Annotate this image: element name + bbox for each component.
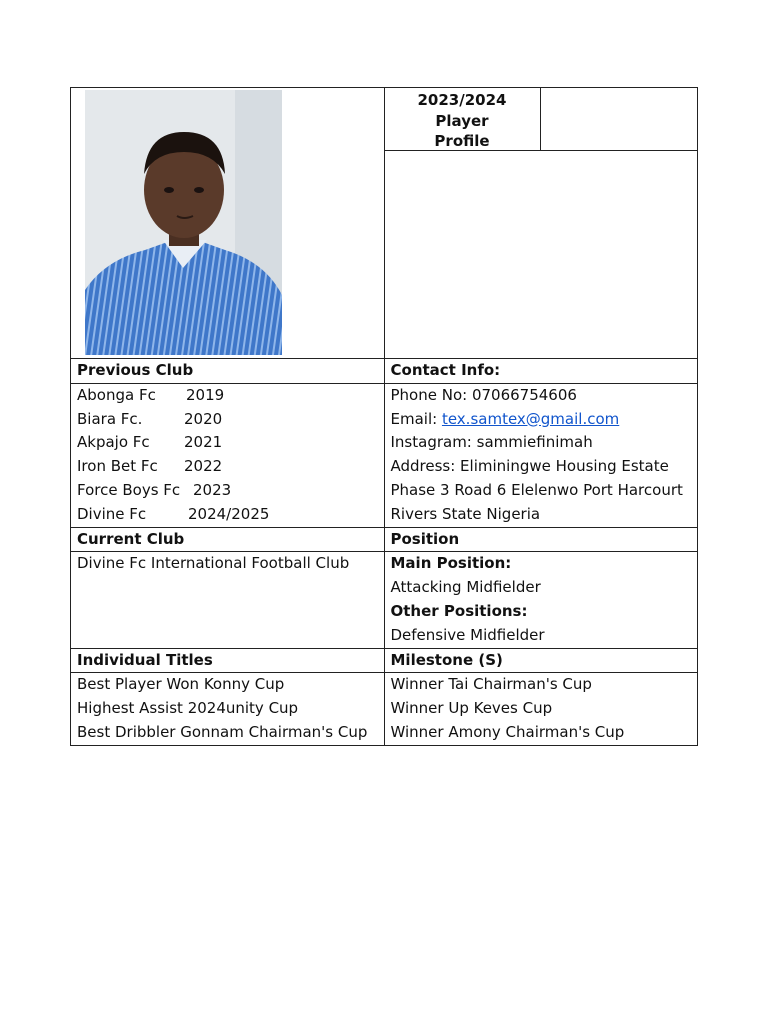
title-player: Player xyxy=(435,111,489,130)
previous-club-header: Previous Club xyxy=(71,359,385,384)
phone-number: 07066754606 xyxy=(471,385,577,404)
list-item: Highest Assist 2024unity Cup xyxy=(77,699,299,718)
phone-line: Phone No: 07066754606 xyxy=(390,385,577,404)
title-season: 2023/2024 xyxy=(417,91,507,109)
list-item: Best Dribbler Gonnam Chairman's Cup xyxy=(77,722,368,741)
title-profile: Profile xyxy=(434,132,490,150)
player-photo xyxy=(85,90,282,355)
list-item: Iron Bet Fc 2022 xyxy=(77,457,223,476)
address-line-1: Address: Eliminingwe Housing Estate xyxy=(390,457,669,476)
list-item: Divine Fc 2024/2025 xyxy=(77,504,270,523)
position-list xyxy=(384,552,698,648)
list-item: Biara Fc. 2020 xyxy=(77,409,223,428)
current-club-name: Divine Fc International Football Club xyxy=(77,554,350,573)
email-link[interactable]: tex.samtex@gmail.com xyxy=(441,409,620,428)
current-club-header: Current Club xyxy=(71,527,385,552)
player-photo-illustration xyxy=(85,90,282,355)
contact-info-header: Contact Info: xyxy=(384,359,698,384)
title-grid xyxy=(385,88,698,151)
profile-title xyxy=(385,88,541,150)
list-item: Winner Amony Chairman's Cup xyxy=(390,722,625,741)
contact-info-list xyxy=(384,383,698,527)
position-header: Position xyxy=(384,527,698,552)
other-positions-value: Defensive Midfielder xyxy=(390,625,545,644)
other-positions-label: Other Positions: xyxy=(390,601,528,620)
photo-cell xyxy=(71,88,385,359)
main-position-value: Attacking Midfielder xyxy=(390,578,541,597)
instagram-line: Instagram: sammiefinimah xyxy=(390,433,593,452)
list-item: Abonga Fc 2019 xyxy=(77,385,225,404)
previous-club-list xyxy=(71,383,385,527)
milestones-header: Milestone (S) xyxy=(384,648,698,673)
list-item: Akpajo Fc 2021 xyxy=(77,433,223,452)
instagram-handle: sammiefinimah xyxy=(476,433,593,452)
individual-titles-list xyxy=(71,673,385,745)
list-item: Best Player Won Konny Cup xyxy=(77,675,285,694)
title-blank-cell xyxy=(541,88,698,150)
current-club-value xyxy=(71,552,385,648)
player-profile-table xyxy=(70,87,698,746)
profile-title-cell xyxy=(384,88,698,359)
list-item: Winner Tai Chairman's Cup xyxy=(390,675,592,694)
list-item: Force Boys Fc 2023 xyxy=(77,480,232,499)
address-line-3: Rivers State Nigeria xyxy=(390,504,541,523)
individual-titles-header: Individual Titles xyxy=(71,648,385,673)
email-line: Email: tex.samtex@gmail.com xyxy=(390,409,620,428)
address-line-2: Phase 3 Road 6 Elelenwo Port Harcourt xyxy=(390,480,683,499)
list-item: Winner Up Keves Cup xyxy=(390,699,553,718)
main-position-label: Main Position: xyxy=(390,554,512,573)
milestones-list xyxy=(384,673,698,745)
